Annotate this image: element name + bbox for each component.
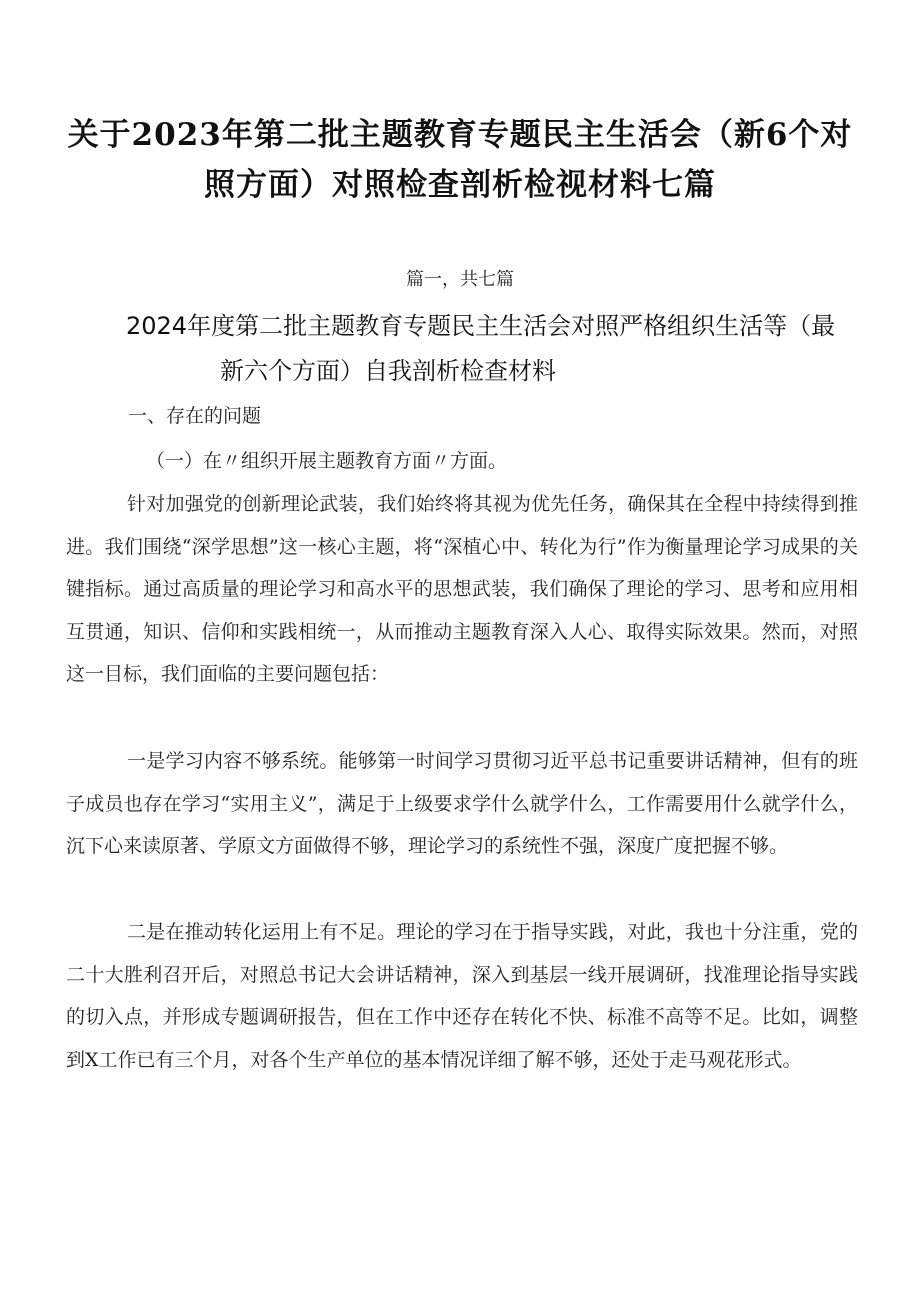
document-title: 关于2023年第二批主题教育专题民主生活会（新6个对照方面）对照检查剖析检视材料七篇 xyxy=(67,117,853,203)
heading-existing-problems: 一、存在的问题 xyxy=(128,405,262,427)
heading-theme-education: （一）在〃组织开展主题教育方面〃方面。 xyxy=(146,450,508,472)
paragraph-theory-study: 针对加强党的创新理论武装，我们始终将其视为优先任务，确保其在全程中持续得到推进。我们围绕“深学思想”这一核心主题，将“深植心中、转化为行”作为衡量理论学习成果的关键指标。通过高质量的理论学习和高水平的思想武装，我们确保了理论的学习、思考和应用相互贯通，知识、信仰和实践相统一，从而推动主题教育深入人心、取得实际效果。然而，对照这一目标，我们面临的主要问题包括： xyxy=(66,493,858,685)
paragraph-problem-one: 一是学习内容不够系统。能够第一时间学习贯彻习近平总书记重要讲话精神，但有的班子成员也存在学习“实用主义”，满足于上级要求学什么就学什么，工作需要用什么就学什么，沉下心来读原著、学原文方面做得不够，理论学习的系统性不强，深度广度把握不够。 xyxy=(66,750,858,857)
section-subtitle-line-2: 新六个方面）自我剖析检查材料 xyxy=(220,357,556,385)
section-subtitle-line-1: 2024年度第二批主题教育专题民主生活会对照严格组织生活等（最 xyxy=(126,312,836,340)
section-number: 篇一，共七篇 xyxy=(406,269,514,290)
paragraph-problem-two: 二是在推动转化运用上有不足。理论的学习在于指导实践，对此，我也十分注重，党的二十大胜利召开后，对照总书记大会讲话精神，深入到基层一线开展调研，找准理论指导实践的切入点，并形成专题调研报告，但在工作中还存在转化不快、标准不高等不足。比如，调整到X工作已有三个月，对各个生产单位的基本情况详细了解不够，还处于走马观花形式。 xyxy=(66,921,858,1071)
